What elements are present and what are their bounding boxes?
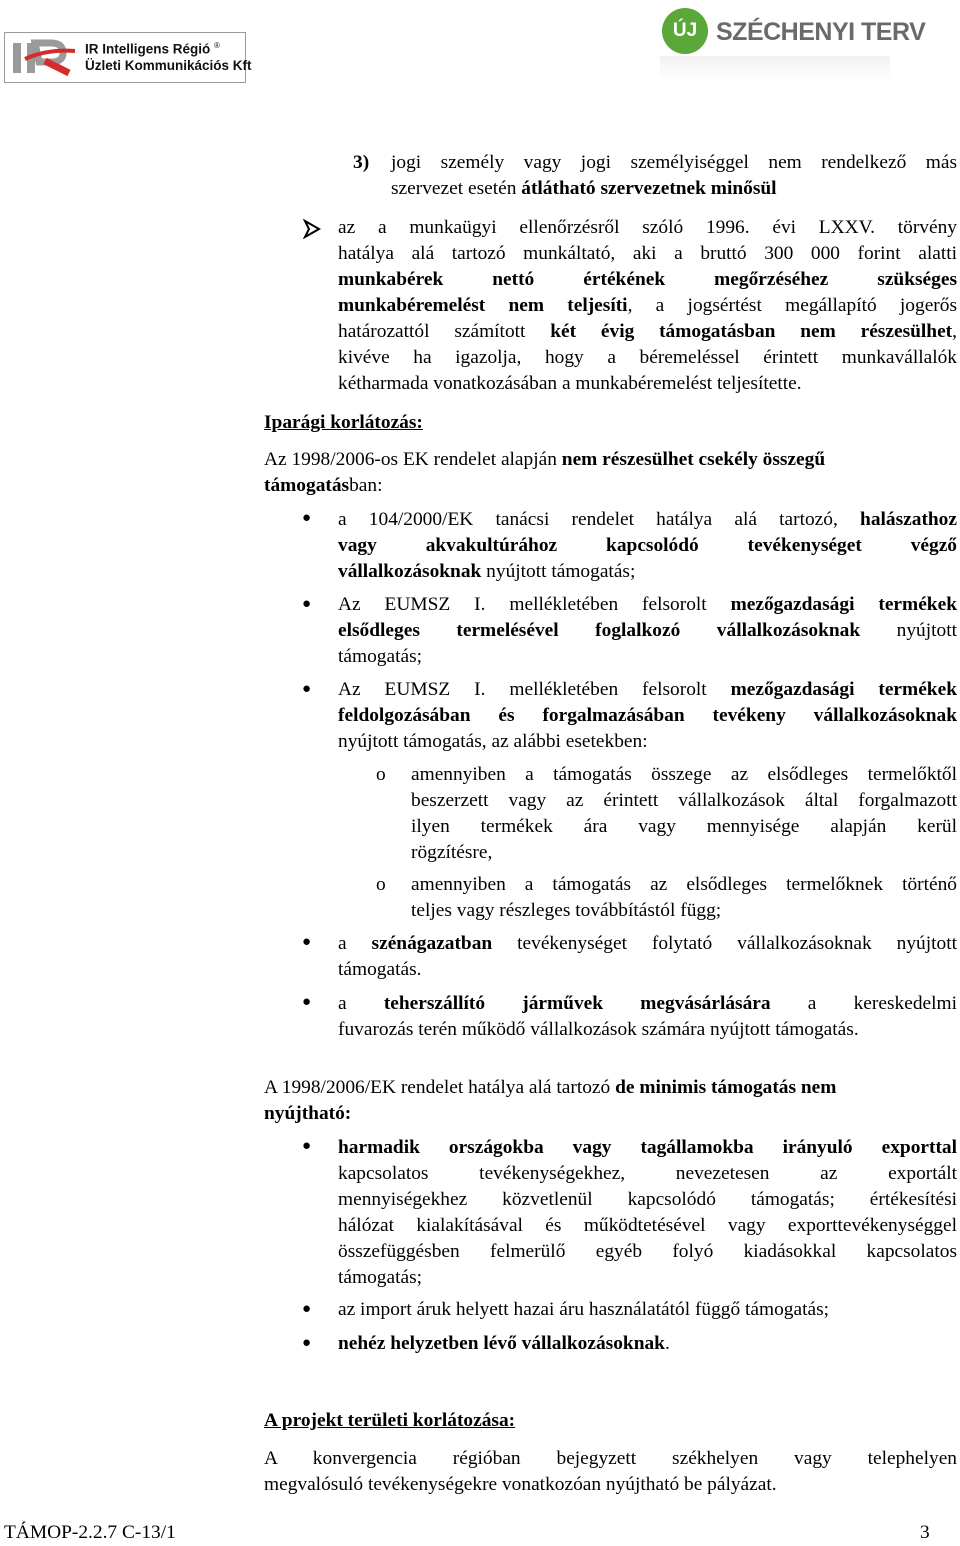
industry-intro: Az 1998/2006-os EK rendelet alapján nem részesülhet csekély összegű támogatásban:	[264, 449, 826, 496]
territorial-heading: A projekt területi korlátozása:	[264, 1410, 516, 1431]
bullet-icon: ●	[302, 510, 312, 526]
territorial-text: A konvergencia régióban bejegyzett székhelyen vagy telephelyen megvalósuló tevékenységekre vonatkozóan nyújtható be pályázat.	[264, 1448, 957, 1495]
sub-bullet-marker: o	[376, 874, 386, 895]
industry-bullet-5: a teherszállító járművek megvásárlására a kereskedelmi fuvarozás terén működő vállalkozások számára nyújtott támogatás.	[338, 993, 957, 1040]
bullet-icon: ●	[302, 596, 312, 612]
industry-sub-bullet-1: amennyiben a támogatás összege az elsődleges termelőktől beszerzett vagy az érintett vállalkozások által forgalmazott ilyen termékek ára vagy mennyisége alapján kerül rögzítésre,	[411, 764, 957, 863]
ir-logo	[4, 32, 252, 83]
industry-bullet-2: Az EUMSZ I. mellékletében felsorolt mezőgazdasági termékek elsődleges termelésével foglalkozó vállalkozásoknak nyújtott támogatás;	[338, 594, 957, 667]
industry-bullet-3: Az EUMSZ I. mellékletében felsorolt mezőgazdasági termékek feldolgozásában és forgalmazásában tevékeny vállalkozásoknak nyújtott támogatás, az alábbi esetekben:	[338, 679, 957, 752]
arrow-bullet-icon	[302, 219, 322, 239]
szechenyi-terv-title: SZÉCHENYI TERV	[716, 18, 926, 46]
item3-text: jogi személy vagy jogi személyiséggel nem rendelkező más szervezet esetén átlátható szervezetnek minősül	[391, 152, 957, 199]
industry-heading: Iparági korlátozás:	[264, 412, 423, 433]
arrow-item-text: az a munkaügyi ellenőrzésről szóló 1996. évi LXXV. törvény hatálya alá tartozó munkáltató, aki a bruttó 300 000 forint alatti munkabérek nettó értékének megőrzéséhez szükséges munkabéremelést nem teljesíti, a jogsértést megállapító jogerős határozattól számított két évig támogatásban nem részesülhet, kivéve ha igazolja, hogy a béremeléssel érintett munkavállalók kétharmada vonatkozásában a munkabéremelést teljesítette.	[338, 217, 958, 394]
uj-badge: ÚJ	[662, 8, 708, 54]
item-number: 3)	[353, 152, 370, 173]
page-number: 3	[920, 1522, 930, 1543]
bullet-icon: ●	[302, 1301, 312, 1317]
ir-logo-mark-icon	[11, 39, 81, 77]
bullet-icon: ●	[302, 681, 312, 697]
footer-code: TÁMOP-2.2.7 C-13/1	[4, 1522, 176, 1543]
deminimis-bullet-2: az import áruk helyett hazai áru használatától függő támogatás;	[338, 1299, 830, 1320]
industry-sub-bullet-2: amennyiben a támogatás az elsődleges termelőknek történő teljes vagy részleges továbbítástól függ;	[411, 874, 957, 921]
industry-bullet-1: a 104/2000/EK tanácsi rendelet hatálya alá tartozó, halászathoz vagy akvakultúrához kapcsolódó tevékenységet végző vállalkozásoknak nyújtott támogatás;	[338, 509, 957, 582]
ir-logo-line1: IR Intelligens Régió ®	[85, 41, 220, 57]
deminimis-intro: A 1998/2006/EK rendelet hatálya alá tartozó de minimis támogatás nem nyújtható:	[264, 1077, 837, 1124]
bullet-icon: ●	[302, 934, 312, 950]
szechenyi-logo	[660, 2, 926, 80]
sub-bullet-marker: o	[376, 764, 386, 785]
bullet-icon: ●	[302, 994, 312, 1010]
deminimis-bullet-3: nehéz helyzetben lévő vállalkozásoknak.	[338, 1333, 670, 1354]
deminimis-bullet-1: harmadik országokba vagy tagállamokba irányuló exporttal kapcsolatos tevékenységekhez, nevezetesen az exportált mennyiségekhez közvetlenül kapcsolódó támogatás; értékesítési hálózat kialakításával és működtetésével vagy exporttevékenységgel összefüggésben felmerülő egyéb folyó kiadásokkal kapcsolatos támogatás;	[338, 1137, 957, 1288]
ir-logo-line2: Üzleti Kommunikációs Kft	[85, 58, 252, 73]
bullet-icon: ●	[302, 1138, 312, 1154]
logo-reflection	[660, 56, 890, 80]
bullet-icon: ●	[302, 1335, 312, 1351]
industry-bullet-4: a szénágazatban tevékenységet folytató vállalkozásoknak nyújtott támogatás.	[338, 933, 957, 980]
